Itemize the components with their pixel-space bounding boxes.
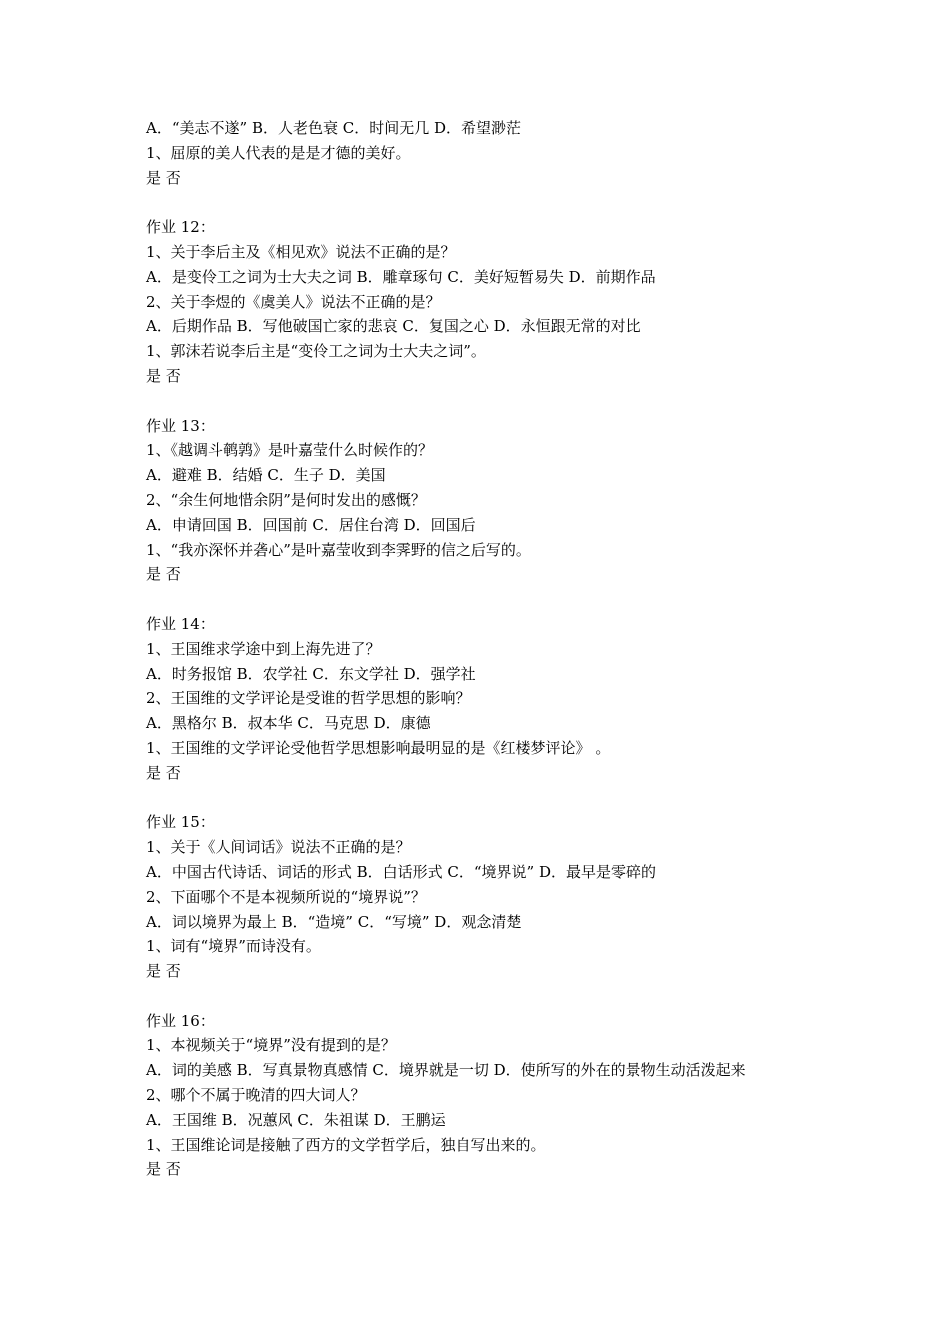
options-line: A．申请回国 B．回国前 C．居住台湾 D．回国后 — [146, 515, 476, 534]
options-line: A．词以境界为最上 B．“造境” C．“写境” D．观念清楚 — [146, 912, 522, 931]
judge-options: 是 否 — [146, 1160, 181, 1179]
options-line: A．是变伶工之词为士大夫之词 B．雕章琢句 C．美好短暂易失 D．前期作品 — [146, 267, 656, 286]
assignment-14 — [146, 612, 826, 786]
judge-question: 1、“我亦深怀并砻心”是叶嘉莹收到李霁野的信之后写的。 — [146, 540, 531, 559]
options-line: A．后期作品 B．写他破国亡家的悲哀 C．复国之心 D．永恒跟无常的对比 — [146, 317, 641, 336]
spacer — [146, 587, 826, 612]
question-line: 2、下面哪个不是本视频所说的“境界说”？ — [146, 887, 426, 906]
spacer — [146, 389, 826, 414]
assignment-15 — [146, 810, 826, 984]
intro-judge-question: 1、屈原的美人代表的是是才德的美好。 — [146, 143, 411, 162]
assignment-title: 作业 15： — [146, 813, 215, 832]
assignment-12 — [146, 215, 826, 389]
assignment-title: 作业 14： — [146, 614, 215, 633]
judge-options: 是 否 — [146, 763, 181, 782]
assignment-title: 作业 12： — [146, 218, 215, 237]
question-line: 2、“余生何地惜余阴”是何时发出的感慨？ — [146, 490, 426, 509]
question-line: 1、《越调斗鹌鹑》是叶嘉莹什么时候作的？ — [146, 441, 434, 460]
options-line: A．时务报馆 B．农学社 C．东文学社 D．强学社 — [146, 664, 476, 683]
question-line: 1、王国维求学途中到上海先进了？ — [146, 639, 381, 658]
options-line: A．黑格尔 B．叔本华 C．马克思 D．康德 — [146, 714, 431, 733]
spacer — [146, 984, 826, 1009]
spacer — [146, 786, 826, 811]
assignment-13 — [146, 414, 826, 588]
assignment-title: 作业 16： — [146, 1011, 215, 1030]
options-line: A．词的美感 B．写真景物真感情 C．境界就是一切 D．使所写的外在的景物生动活泼起来 — [146, 1061, 746, 1080]
intro-options: A．“美志不遂” B．人老色衰 C．时间无几 D．希望渺茫 — [146, 119, 522, 137]
question-line: 1、本视频关于“境界”没有提到的是？ — [146, 1036, 396, 1055]
options-line: A．避难 B．结婚 C．生子 D．美国 — [146, 466, 386, 485]
assignment-title: 作业 13： — [146, 416, 215, 435]
judge-options: 是 否 — [146, 565, 181, 584]
question-line: 1、关于《人间词话》说法不正确的是？ — [146, 838, 411, 857]
question-line: 2、关于李煜的《虞美人》说法不正确的是？ — [146, 292, 441, 311]
question-line: 1、关于李后主及《相见欢》说法不正确的是？ — [146, 242, 456, 261]
question-line: 2、王国维的文学评论是受谁的哲学思想的影响？ — [146, 689, 471, 708]
options-line: A．王国维 B．况蕙风 C．朱祖谋 D．王鹏运 — [146, 1110, 446, 1129]
document-body — [146, 116, 826, 1182]
options-line: A．中国古代诗话、词话的形式 B．白话形式 C．“境界说” D．最早是零碎的 — [146, 862, 657, 881]
judge-question: 1、王国维论词是接触了西方的文学哲学后，独自写出来的。 — [146, 1135, 546, 1154]
judge-options: 是 否 — [146, 962, 181, 981]
spacer — [146, 190, 826, 215]
judge-question: 1、词有“境界”而诗没有。 — [146, 937, 321, 956]
question-line: 2、哪个不属于晚清的四大词人？ — [146, 1086, 366, 1105]
judge-options: 是 否 — [146, 366, 181, 385]
judge-question: 1、郭沫若说李后主是“变伶工之词为士大夫之词”。 — [146, 342, 486, 361]
assignment-16 — [146, 1009, 826, 1183]
intro-judge-options: 是 否 — [146, 168, 181, 187]
judge-question: 1、王国维的文学评论受他哲学思想影响最明显的是《红楼梦评论》 。 — [146, 738, 611, 757]
